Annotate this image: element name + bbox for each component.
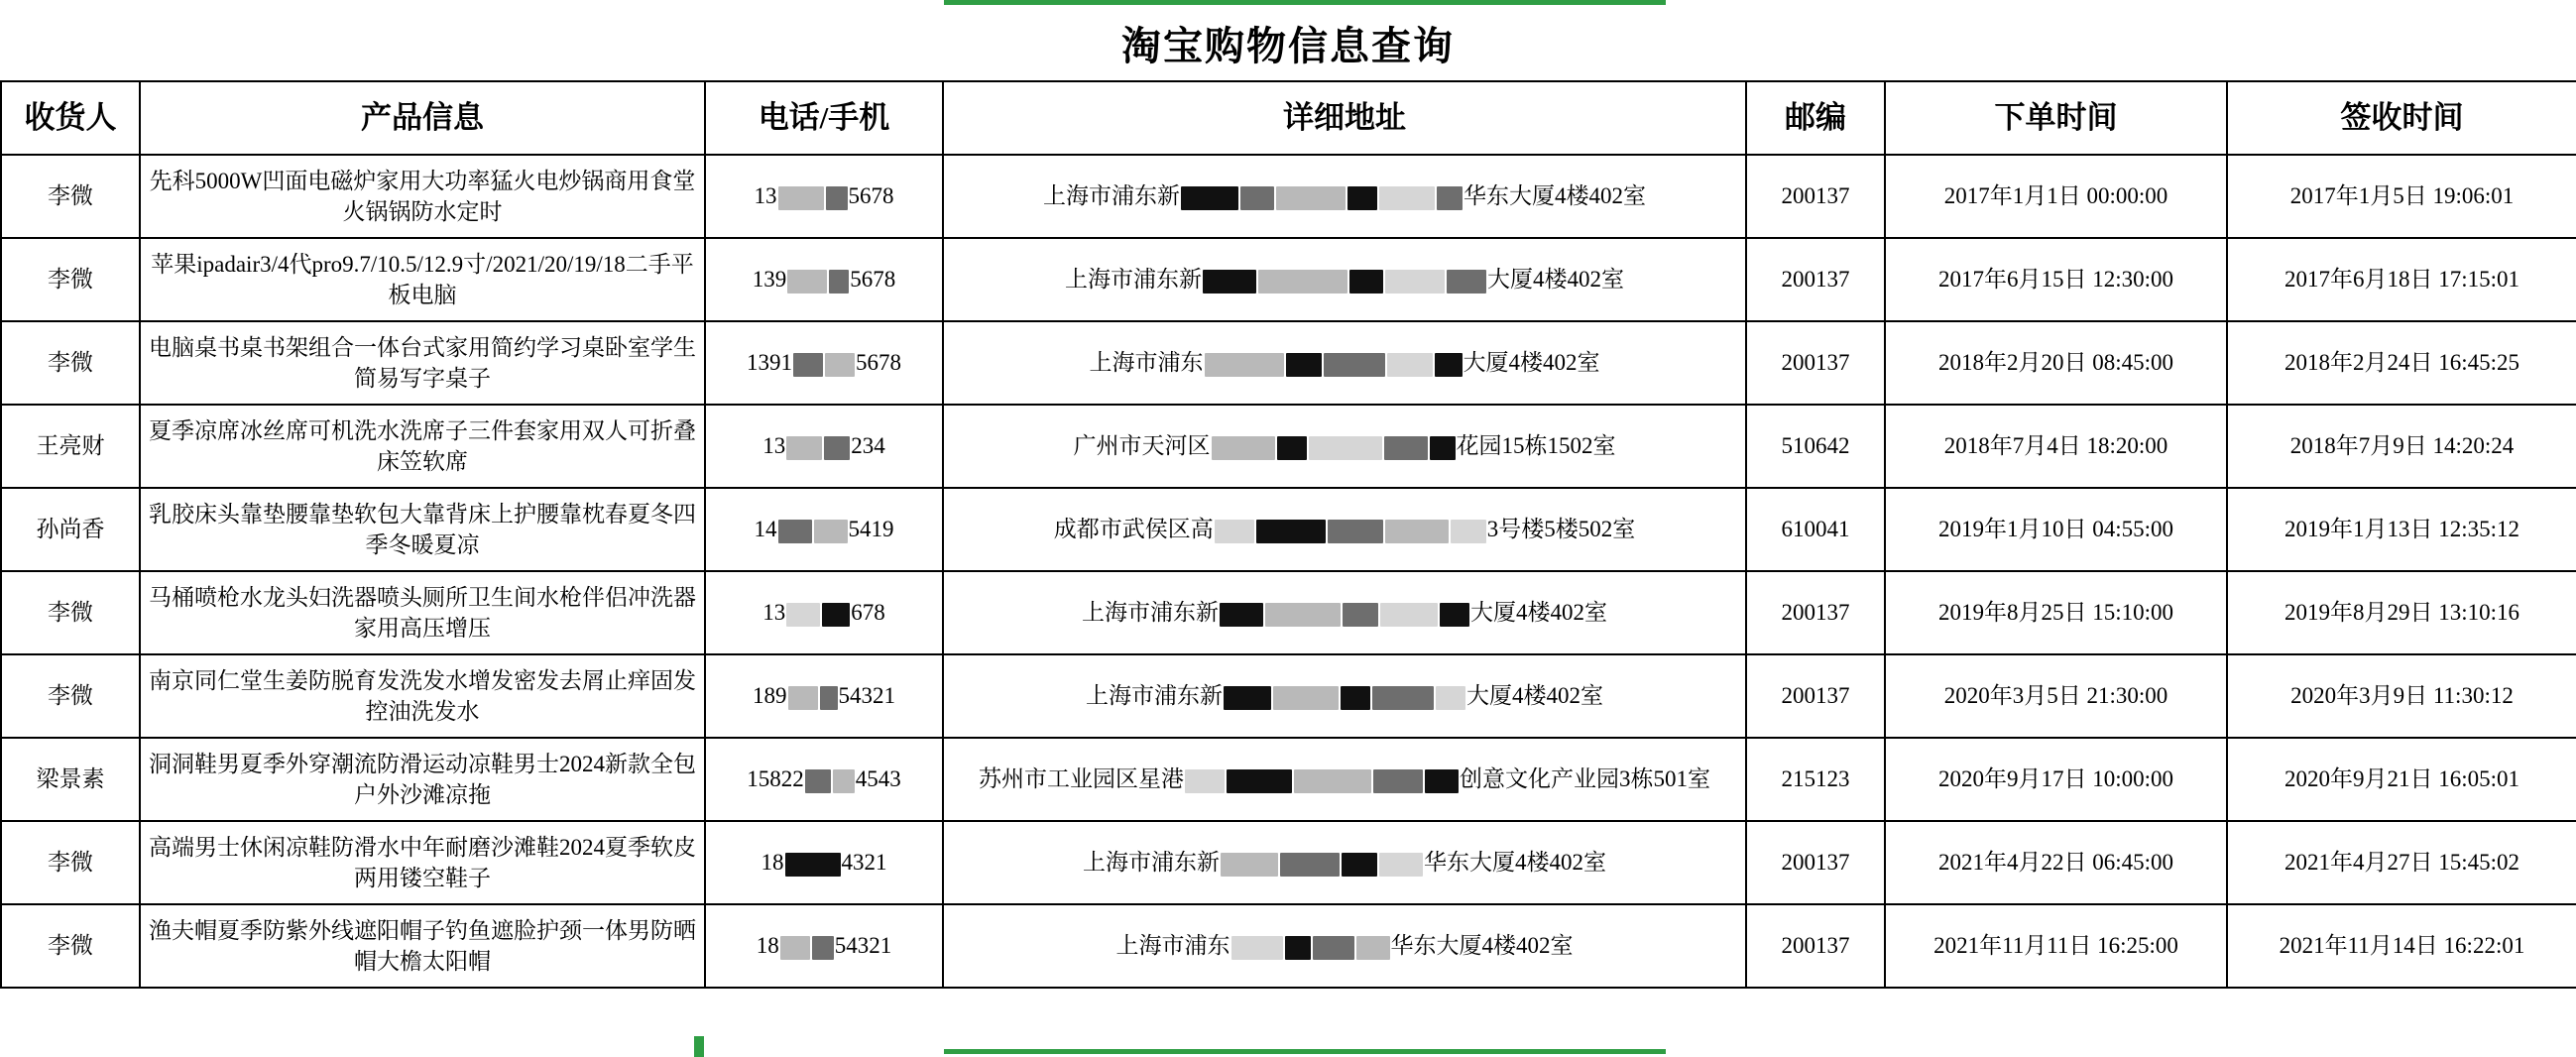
redaction-block [1273,686,1339,710]
address-suffix: 华东大厦4楼402室 [1464,183,1646,209]
cell-order-time: 2018年7月4日 18:20:00 [1885,405,2227,488]
phone-suffix: 4543 [855,766,901,792]
cell-zip: 200137 [1746,571,1885,654]
redaction-block [812,936,834,960]
redaction-block [826,186,848,210]
redaction-block [785,853,841,877]
address-prefix: 上海市浦东新 [1083,850,1220,876]
redacted-address [1082,597,1607,628]
cell-zip: 200137 [1746,904,1885,988]
address-suffix: 大厦4楼402室 [1466,683,1603,709]
cell-sign-time: 2020年9月21日 16:05:01 [2227,738,2576,821]
column-header-recipient: 收货人 [1,81,140,155]
redaction-block [1265,603,1341,627]
redaction-block [780,936,810,960]
phone-suffix: 5678 [856,350,901,376]
redacted-phone [755,514,894,544]
redacted-phone [761,847,887,878]
cell-order-time: 2017年6月15日 12:30:00 [1885,238,2227,321]
redacted-address [979,763,1710,794]
address-prefix: 上海市浦东 [1115,933,1230,959]
redaction-block [1380,603,1438,627]
redaction-block [1430,436,1456,460]
redaction-block [786,603,820,627]
redaction-block [1231,936,1283,960]
cell-zip: 200137 [1746,321,1885,405]
redaction-block [778,186,824,210]
phone-prefix: 139 [752,267,787,293]
cell-order-time: 2021年11月11日 16:25:00 [1885,904,2227,988]
redaction-block [1384,436,1428,460]
table-row [1,904,2576,988]
address-suffix: 花园15栋1502室 [1456,433,1616,459]
redaction-block [1435,353,1463,377]
redacted-address [1043,180,1646,211]
redaction-block [1280,853,1340,877]
cell-phone [705,571,943,654]
redaction-block [1185,769,1225,793]
selection-marker-left [694,1036,704,1057]
redacted-address [1116,930,1574,961]
table-row [1,155,2576,238]
redaction-block [1347,186,1377,210]
cell-order-time: 2021年4月22日 06:45:00 [1885,821,2227,904]
redacted-address [1074,430,1616,461]
redaction-block [1451,520,1486,543]
redaction-block [1437,186,1463,210]
table-row [1,488,2576,571]
redaction-block [1372,686,1434,710]
cell-recipient: 李微 [1,238,140,321]
cell-address [943,405,1746,488]
cell-phone [705,488,943,571]
cell-address [943,238,1746,321]
redacted-phone [762,597,885,628]
address-suffix: 创意文化产业园3栋501室 [1460,766,1710,792]
redaction-block [833,769,855,793]
redaction-block [1224,686,1271,710]
address-suffix: 大厦4楼402室 [1463,350,1600,376]
redaction-block [825,353,855,377]
phone-suffix: 5678 [848,183,894,209]
cell-sign-time: 2017年1月5日 19:06:01 [2227,155,2576,238]
redaction-block [1240,186,1274,210]
table-row [1,238,2576,321]
redaction-block [1227,769,1292,793]
redacted-phone [755,180,894,211]
redaction-block [1440,603,1469,627]
redaction-block [1285,936,1311,960]
cell-recipient: 李微 [1,321,140,405]
address-prefix: 上海市浦东新 [1065,267,1202,293]
redacted-phone [747,347,901,378]
redaction-block [1342,853,1377,877]
cell-sign-time: 2018年7月9日 14:20:24 [2227,405,2576,488]
redaction-block [793,353,823,377]
redaction-block [1447,270,1486,294]
orders-table [0,80,2576,989]
address-suffix: 华东大厦4楼402室 [1390,933,1574,959]
cell-address [943,821,1746,904]
address-suffix: 3号楼5楼502室 [1486,517,1636,542]
cell-zip: 215123 [1746,738,1885,821]
cell-recipient: 李微 [1,904,140,988]
redaction-block [829,270,849,294]
cell-product: 乳胶床头靠垫腰靠垫软包大靠背床上护腰靠枕春夏冬四季冬暖夏凉 [140,488,705,571]
phone-prefix: 189 [753,683,787,709]
redaction-block [822,603,850,627]
column-header-zip: 邮编 [1746,81,1885,155]
cell-product: 高端男士休闲凉鞋防滑水中年耐磨沙滩鞋2024夏季软皮两用镂空鞋子 [140,821,705,904]
redacted-address [1090,347,1600,378]
table-row [1,654,2576,738]
page-title-bar [0,5,2576,80]
redaction-block [1324,353,1385,377]
cell-order-time: 2020年3月5日 21:30:00 [1885,654,2227,738]
cell-zip: 510642 [1746,405,1885,488]
cell-sign-time: 2020年3月9日 11:30:12 [2227,654,2576,738]
address-suffix: 大厦4楼402室 [1470,600,1607,626]
redaction-block [1212,436,1275,460]
page-title: 淘宝购物信息查询 [1121,23,1455,68]
redaction-block [1387,353,1433,377]
phone-prefix: 13 [762,433,786,459]
table-row [1,571,2576,654]
cell-phone [705,904,943,988]
redacted-address [1054,514,1636,544]
redaction-block [787,270,827,294]
cell-phone [705,738,943,821]
redaction-block [1258,270,1347,294]
redacted-phone [753,264,896,294]
cell-phone [705,321,943,405]
cell-product: 夏季凉席冰丝席可机洗水洗席子三件套家用双人可折叠床笠软席 [140,405,705,488]
redaction-block [788,686,818,710]
redacted-address [1065,264,1624,294]
cell-address [943,738,1746,821]
redaction-block [805,769,831,793]
cell-zip: 200137 [1746,821,1885,904]
cell-order-time: 2019年8月25日 15:10:00 [1885,571,2227,654]
redaction-block [1277,436,1307,460]
address-prefix: 成都市武侯区高 [1053,517,1214,542]
address-suffix: 华东大厦4楼402室 [1424,850,1606,876]
redaction-block [1341,686,1370,710]
redaction-block [1276,186,1346,210]
phone-suffix: 234 [851,433,885,459]
redaction-block [1379,186,1435,210]
cell-order-time: 2017年1月1日 00:00:00 [1885,155,2227,238]
cell-recipient: 李微 [1,155,140,238]
cell-sign-time: 2021年4月27日 15:45:02 [2227,821,2576,904]
column-header-order-time: 下单时间 [1885,81,2227,155]
cell-recipient: 李微 [1,821,140,904]
address-suffix: 大厦4楼402室 [1487,267,1624,293]
cell-phone [705,405,943,488]
redacted-address [1083,847,1606,878]
phone-suffix: 4321 [841,850,887,876]
redacted-phone [747,763,901,794]
table-row [1,738,2576,821]
table-header-row [1,81,2576,155]
redacted-phone [757,930,892,961]
redaction-block [1181,186,1238,210]
table-row [1,405,2576,488]
redaction-block [1256,520,1326,543]
redaction-block [1385,270,1445,294]
cell-address [943,654,1746,738]
redaction-block [1379,853,1423,877]
cell-product: 南京同仁堂生姜防脱育发洗发水增发密发去屑止痒固发控油洗发水 [140,654,705,738]
redaction-block [1343,603,1378,627]
selection-marker-bottom [944,1049,1666,1054]
redacted-address [1086,680,1603,711]
redaction-block [1294,769,1371,793]
address-prefix: 上海市浦东新 [1082,600,1219,626]
cell-recipient: 李微 [1,654,140,738]
phone-prefix: 15822 [747,766,804,792]
redaction-block [1313,936,1354,960]
table-row [1,321,2576,405]
redacted-phone [753,680,895,711]
cell-zip: 200137 [1746,654,1885,738]
cell-recipient: 王亮财 [1,405,140,488]
address-prefix: 上海市浦东新 [1043,183,1180,209]
cell-sign-time: 2018年2月24日 16:45:25 [2227,321,2576,405]
cell-address [943,904,1746,988]
cell-address [943,571,1746,654]
cell-zip: 200137 [1746,155,1885,238]
redaction-block [1328,520,1383,543]
redaction-block [1203,270,1256,294]
cell-recipient: 孙尚香 [1,488,140,571]
cell-order-time: 2020年9月17日 10:00:00 [1885,738,2227,821]
cell-order-time: 2019年1月10日 04:55:00 [1885,488,2227,571]
phone-prefix: 18 [756,933,779,959]
phone-suffix: 5678 [850,267,896,293]
phone-prefix: 14 [754,517,777,542]
address-prefix: 上海市浦东 [1089,350,1204,376]
cell-product: 马桶喷枪水龙头妇洗器喷头厕所卫生间水枪伴侣冲洗器家用高压增压 [140,571,705,654]
column-header-sign-time: 签收时间 [2227,81,2576,155]
redaction-block [778,520,812,543]
phone-prefix: 18 [761,850,784,876]
cell-phone [705,654,943,738]
phone-suffix: 678 [851,600,885,626]
cell-address [943,321,1746,405]
cell-sign-time: 2019年8月29日 13:10:16 [2227,571,2576,654]
phone-prefix: 13 [754,183,777,209]
cell-order-time: 2018年2月20日 08:45:00 [1885,321,2227,405]
cell-zip: 610041 [1746,488,1885,571]
column-header-address: 详细地址 [943,81,1746,155]
redaction-block [814,520,848,543]
cell-sign-time: 2017年6月18日 17:15:01 [2227,238,2576,321]
phone-prefix: 13 [762,600,786,626]
redaction-block [1436,686,1465,710]
redaction-block [1385,520,1449,543]
cell-zip: 200137 [1746,238,1885,321]
phone-suffix: 54321 [834,933,892,959]
redaction-block [1220,603,1263,627]
cell-product: 电脑桌书桌书架组合一体台式家用简约学习桌卧室学生简易写字桌子 [140,321,705,405]
phone-suffix: 54321 [838,683,895,709]
redaction-block [786,436,822,460]
cell-address [943,488,1746,571]
redaction-block [1205,353,1284,377]
redaction-block [1286,353,1322,377]
redaction-block [820,686,838,710]
phone-prefix: 1391 [747,350,792,376]
cell-phone [705,238,943,321]
address-prefix: 上海市浦东新 [1086,683,1223,709]
address-prefix: 广州市天河区 [1073,433,1211,459]
cell-recipient: 梁景素 [1,738,140,821]
cell-phone [705,821,943,904]
phone-suffix: 5419 [848,517,894,542]
table-row [1,821,2576,904]
cell-product: 先科5000W凹面电磁炉家用大功率猛火电炒锅商用食堂火锅锅防水定时 [140,155,705,238]
redacted-phone [762,430,885,461]
column-header-phone: 电话/手机 [705,81,943,155]
redaction-block [1221,853,1278,877]
cell-recipient: 李微 [1,571,140,654]
cell-address [943,155,1746,238]
cell-phone [705,155,943,238]
redaction-block [1425,769,1459,793]
redaction-block [1356,936,1390,960]
redaction-block [1215,520,1254,543]
column-header-product: 产品信息 [140,81,705,155]
redaction-block [824,436,850,460]
redaction-block [1349,270,1383,294]
redaction-block [1373,769,1423,793]
address-prefix: 苏州市工业园区星港 [979,766,1184,792]
redaction-block [1309,436,1382,460]
cell-sign-time: 2019年1月13日 12:35:12 [2227,488,2576,571]
cell-sign-time: 2021年11月14日 16:22:01 [2227,904,2576,988]
cell-product: 洞洞鞋男夏季外穿潮流防滑运动凉鞋男士2024新款全包户外沙滩凉拖 [140,738,705,821]
cell-product: 渔夫帽夏季防紫外线遮阳帽子钓鱼遮脸护颈一体男防晒帽大檐太阳帽 [140,904,705,988]
cell-product: 苹果ipadair3/4代pro9.7/10.5/12.9寸/2021/20/19/18二手平板电脑 [140,238,705,321]
